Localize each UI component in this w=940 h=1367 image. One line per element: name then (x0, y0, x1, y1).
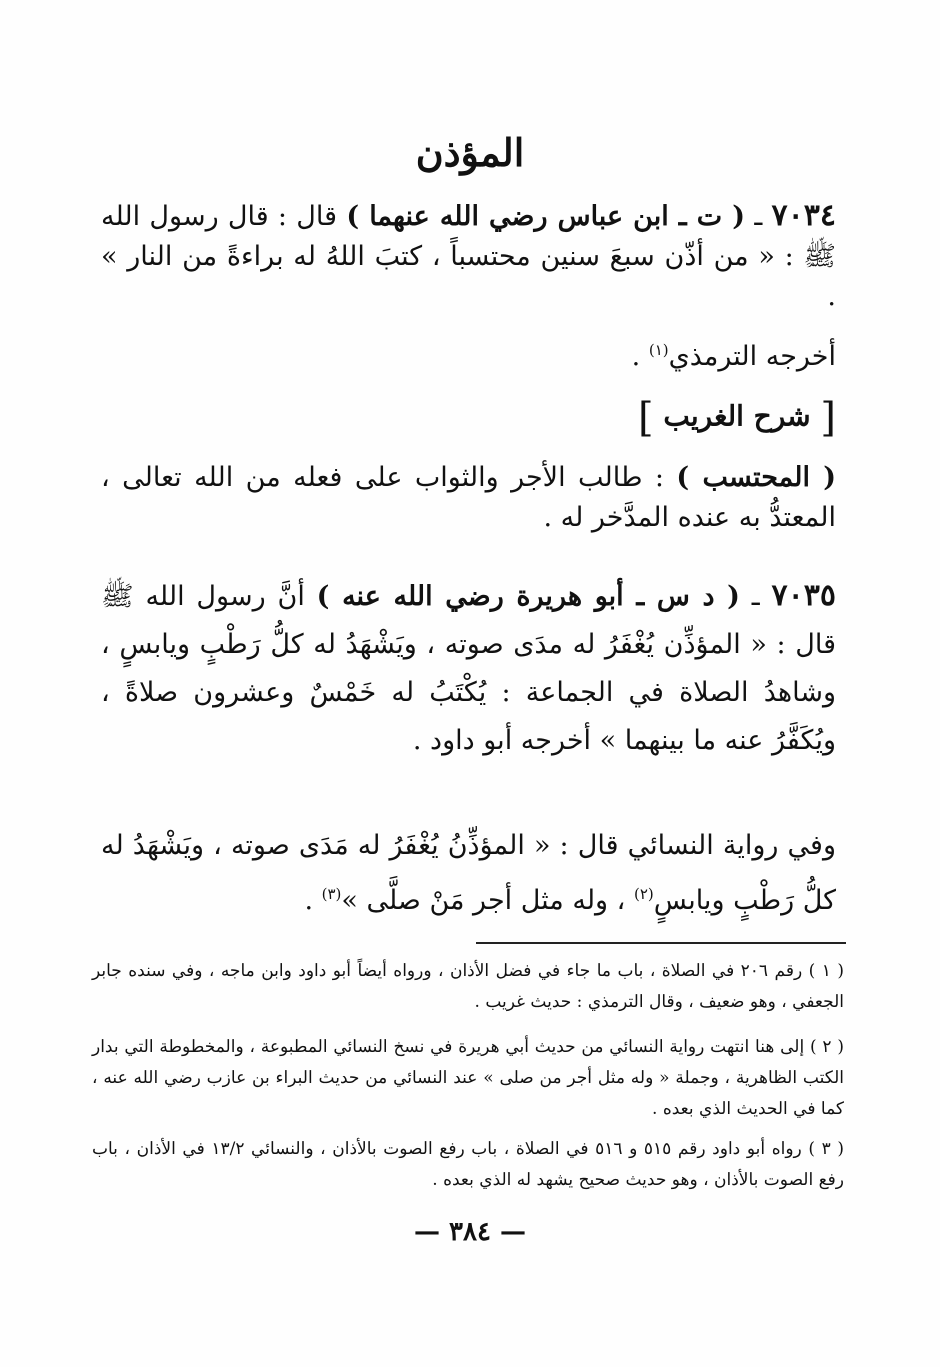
hadith-text: قال : قال رسول الله ﷺ : « من أذّن سبعَ سنين محتسباً ، كتبَ اللهُ له براءةً من النار » . (101, 201, 836, 312)
takhrij-end: . (631, 341, 649, 372)
nasai-end: . (304, 885, 322, 916)
gharib-label: شرح الغريب (663, 399, 811, 433)
page-title: المؤذن (415, 130, 525, 175)
footnote-text: رواه أبو داود رقم ٥١٥ و ٥١٦ في الصلاة ، باب رفع الصوت بالأذان ، والنسائي ١٣/٢ في الأذان ، باب رفع الصوت بالأذان ، وهو حديث صحيح يشهد له الذي بعده . (92, 1139, 844, 1190)
footnote-label: ( ٢ ) (809, 1037, 844, 1057)
hadith-number: ٧٠٣٤ (771, 198, 836, 233)
gharib-term: ( المحتسب ) (676, 462, 836, 493)
hadith-7035-nasai (101, 822, 836, 925)
hadith-source: ( د س ـ أبو هريرة رضي الله عنه ) (316, 581, 740, 612)
hadith-source: ( ت ـ ابن عباس رضي الله عنهما ) (346, 201, 746, 232)
footnote-separator (476, 942, 846, 944)
footnote-ref-2: (٢) (633, 885, 654, 903)
footnote-text: إلى هنا انتهت رواية النسائي من حديث أبي هريرة في نسخ النسائي المطبوعة ، والمخطوطة التي بدار الكتب الظاهرية ، وجملة « وله مثل أجر من صلى » عند النسائي من حديث البراء بن عازب رضي الله عنه ، كما في الحديث الذي بعده . (92, 1037, 844, 1119)
footnote-1 (92, 956, 844, 1018)
footnote-label: ( ٣ ) (808, 1139, 844, 1159)
open-bracket: [ (820, 395, 836, 441)
hadith-dash: ـ (745, 201, 772, 232)
close-bracket: ] (637, 395, 654, 441)
hadith-dash: ـ (739, 581, 772, 612)
hadith-number: ٧٠٣٥ (771, 578, 836, 613)
takhrij-text: أخرجه الترمذي (668, 341, 836, 372)
hadith-text: أنَّ رسول الله ﷺ قال : « المؤذِّن يُغْفَرُ له مدَى صوته ، ويَشْهَدُ له كلُّ رَطْبٍ ويابسٍ ، وشاهدُ الصلاة في الجماعة : يُكْتَبُ له خَمْسٌ وعشرون صلاةً ، ويُكَفَّرُ عنه ما بينهما » أخرجه أبو داود . (101, 581, 836, 756)
footnote-2 (92, 1032, 844, 1125)
footnote-ref-3: (٣) (321, 885, 342, 903)
footnote-label: ( ١ ) (808, 961, 844, 981)
nasai-text: وفي رواية النسائي قال : « المؤذِّنُ يُغْفَرُ له مَدَى صوته ، ويَشْهَدُ له كلُّ رَطْبٍ ويابسٍ (101, 830, 836, 916)
gharib-explanation (101, 458, 836, 538)
footnote-text: رقم ٢٠٦ في الصلاة ، باب ما جاء في فضل الأذان ، ورواه أيضاً أبو داود وابن ماجه ، وفي سنده جابر الجعفي ، وهو ضعيف ، وقال الترمذي : حديث غريب . (92, 961, 844, 1012)
gharib-text: : طالب الأجر والثواب على فعله من الله تعالى ، المعتدُّ به عنده المدَّخر له . (101, 462, 836, 533)
nasai-text-2: ، وله مثل أجر مَنْ صلَّى » (341, 885, 634, 916)
gharib-heading (638, 395, 836, 441)
footnote-3 (92, 1134, 844, 1196)
hadith-7034-takhrij (101, 330, 836, 377)
page-number: — ٣٨٤ — (413, 1217, 527, 1247)
hadith-7034 (101, 196, 836, 317)
footnote-ref-1: (١) (648, 341, 669, 359)
hadith-7035 (101, 572, 836, 765)
